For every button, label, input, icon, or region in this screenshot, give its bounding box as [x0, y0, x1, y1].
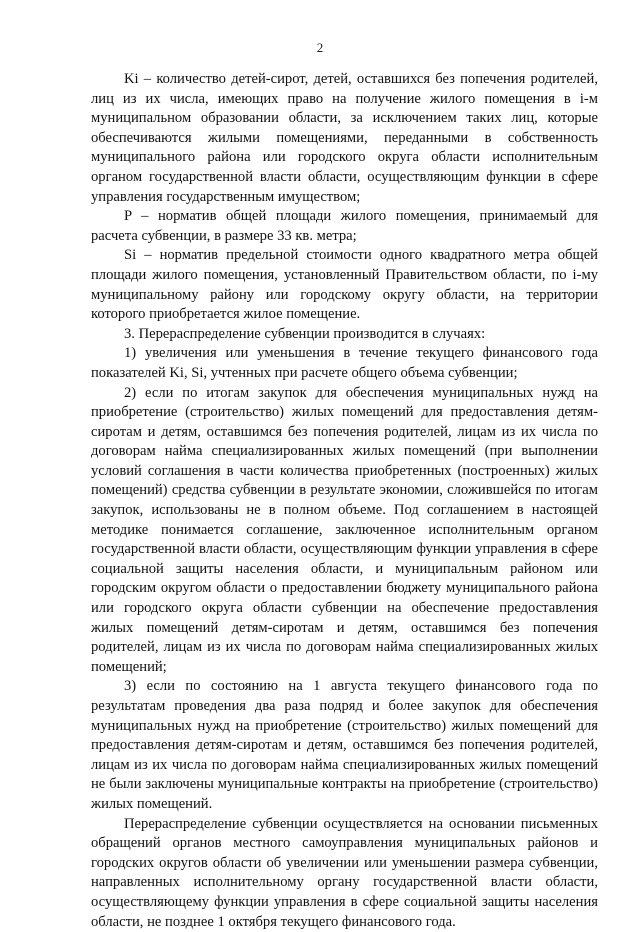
paragraph-case-3: 3) если по состоянию на 1 августа текущего финансового года по результатам проведения два раза подряд и более закупок для обеспечения муниципальных нужд на приобретение (строительство) жилых помещений для предоставления детям-сиротам и детям, оставшимся без попечения родителей, лицам из их числа по договорам найма специализированных жилых помещений не были заключены муниципальные контракты на приобретение (строительство) жилых помещений.	[91, 678, 598, 812]
paragraph-section-3-heading: 3. Перераспределение субвенции производится в случаях:	[124, 325, 486, 342]
paragraph-si-definition: Si – норматив предельной стоимости одного квадратного метра общей площади жилого помещения, установленный Правительством области, по i-му муниципальному району или городскому округу области, на территории которого приобретается жилое помещение.	[91, 247, 598, 323]
document-body	[91, 70, 598, 932]
paragraph-ki-definition: Ki – количество детей-сирот, детей, оставшихся без попечения родителей, лиц из их числа, имеющих право на получение жилого помещения в i-м муниципальном образовании области, за исключением таких лиц, которые обеспечиваются жилыми помещениями, переданными в собственность муниципального района или городского округа области исполнительным органом государственной власти области, осуществляющим функции в сфере управления государственным имуществом;	[91, 71, 598, 205]
paragraph-redistribution-basis: Перераспределение субвенции осуществляется на основании письменных обращений органов местного самоуправления муниципальных районов и городских округов области об увеличении или уменьшении размера субвенции, направленных исполнительному органу государственной власти области, осуществляющему функции управления в сфере социальной защиты населения области, не позднее 1 октября текущего финансового года.	[91, 815, 598, 930]
paragraph-case-2: 2) если по итогам закупок для обеспечения муниципальных нужд на приобретение (строительство) жилых помещений для предоставления детям-сиротам и детям, оставшимся без попечения родителей, лицам из их числа по договорам найма специализированных жилых помещений (при выполнении условий соглашения в части количества приобретенных (построенных) жилых помещений) средства субвенции в результате экономии, сложившейся по итогам закупок, использованы не в полном объеме. Под соглашением в настоящей методике понимается соглашение, заключенное исполнительным органом государственной власти области, осуществляющим функции управления в сфере социальной защиты населения области, и муниципальным районом или городским округом области о предоставлении бюджету муниципального района или городского округа области субвенции на обеспечение предоставления жилых помещений детям-сиротам и детям, оставшимся без попечения родителей, лицам из их числа по договорам найма специализированных жилых помещений;	[91, 384, 598, 675]
paragraph-case-1: 1) увеличения или уменьшения в течение текущего финансового года показателей Ki, Si, учтенных при расчете общего объема субвенции;	[91, 345, 598, 381]
page-number: 2	[316, 40, 324, 55]
paragraph-p-definition: P – норматив общей площади жилого помещения, принимаемый для расчета субвенции, в размере 33 кв. метра;	[91, 208, 598, 244]
